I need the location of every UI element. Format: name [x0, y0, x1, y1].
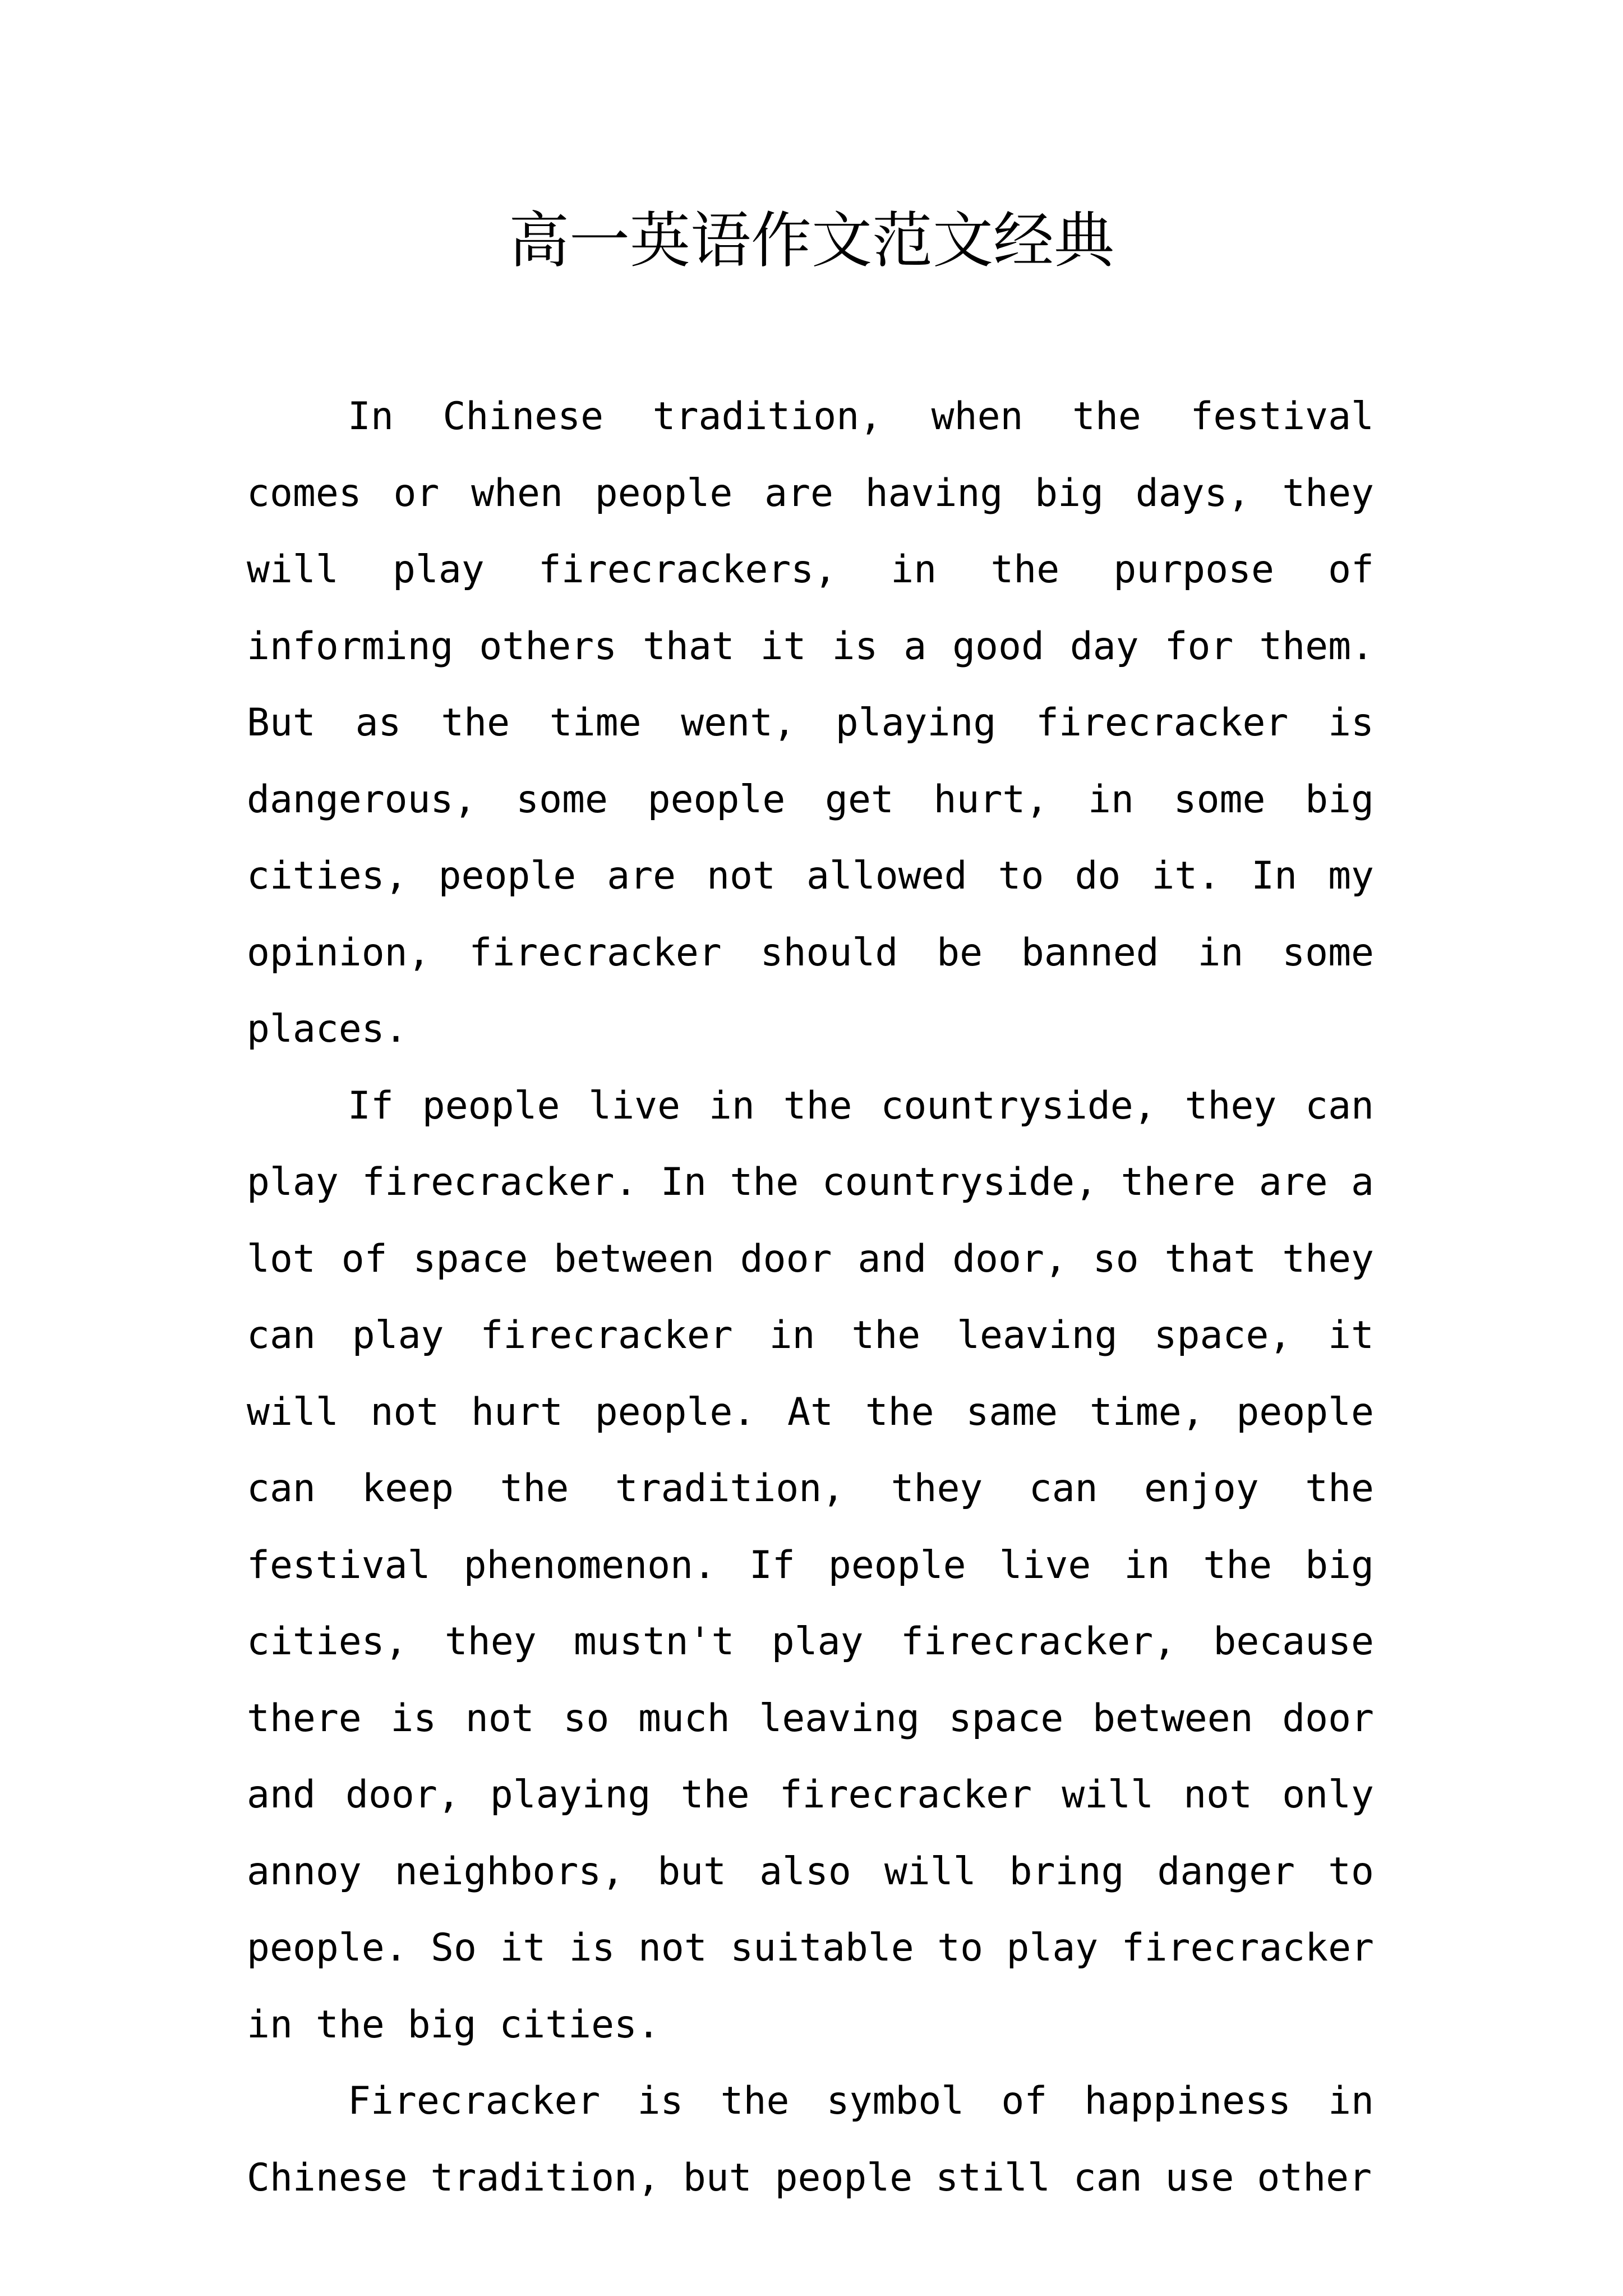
document-body — [247, 379, 1374, 2216]
paragraph-1: In Chinese tradition, when the festival comes or when people are having big days, they will play firecrackers, in the purpose of informing others that it is a good day for them. But as the time went, playing firecracker is dangerous, some people get hurt, in some big cities, people are not allowed to do it. In my opinion, firecracker should be banned in some places. — [247, 394, 1374, 1051]
paragraph-3: Firecracker is the symbol of happiness in Chinese tradition, but people still can use other — [247, 2079, 1374, 2200]
document-title: 高一英语作文范文经典 — [508, 206, 1114, 276]
paragraph-2: If people live in the countryside, they can play firecracker. In the countryside, there are a lot of space between door and door, so that they can play firecracker in the leaving space, it will not hurt people. At the same time, people can keep the tradition, they can enjoy the festival phenomenon. If people live in the big cities, they mustn't play firecracker, because there is not so much leaving space between door and door, playing the firecracker will not only annoy neighbors, but also will bring danger to people. So it is not suitable to play firecracker in the big cities. — [247, 1083, 1374, 2047]
